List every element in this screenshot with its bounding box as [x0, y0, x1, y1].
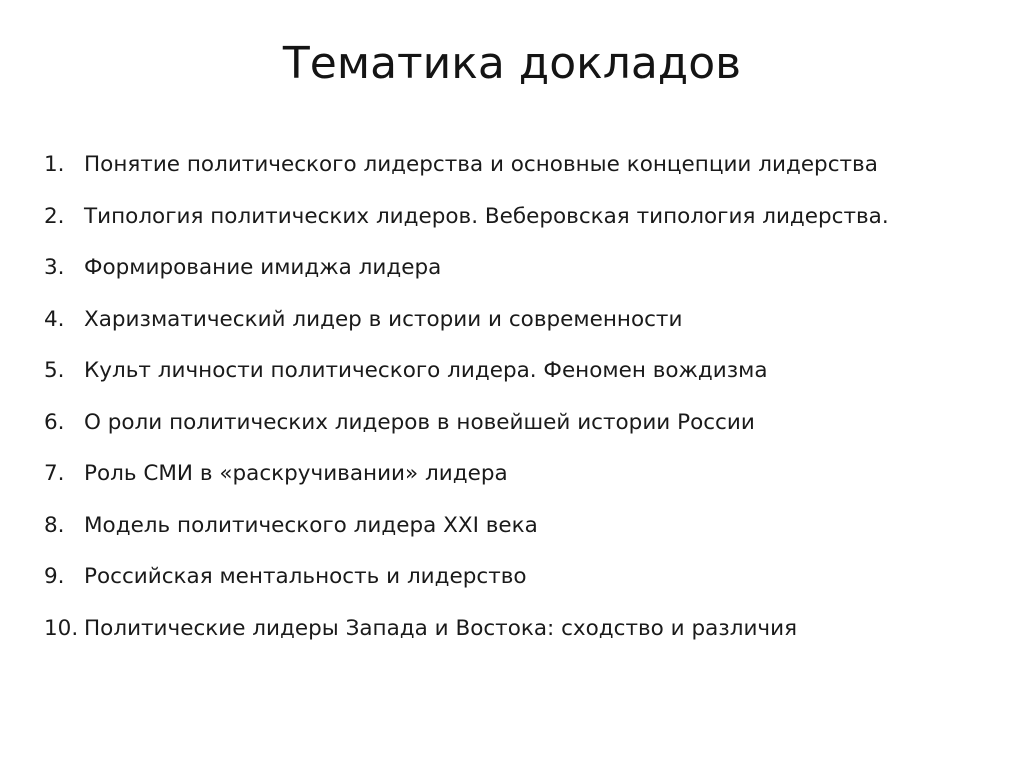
item-number: 5. [44, 358, 65, 383]
list-item-7 [44, 452, 984, 504]
item-text: Культ личности политического лидера. Феномен вождизма [84, 358, 768, 383]
item-number: 8. [44, 512, 65, 538]
item-text: О роли политических лидеров в новейшей истории России [84, 409, 755, 435]
item-text: Понятие политического лидерства и основные концепции лидерства [84, 152, 878, 177]
list-item-6 [44, 401, 984, 453]
list-item-2 [44, 195, 984, 247]
item-text: Роль СМИ в «раскручивании» лидера [84, 461, 508, 486]
item-text: Российская ментальность и лидерство [84, 564, 527, 589]
list-item-5 [44, 349, 984, 401]
item-number: 10. [44, 615, 79, 641]
list-item-8 [44, 504, 984, 556]
item-text: Харизматический лидер в истории и современности [84, 306, 683, 332]
slide-title: Тематика докладов [282, 38, 742, 89]
item-number: 6. [44, 409, 65, 435]
item-text: Политические лидеры Запада и Востока: сходство и различия [84, 615, 798, 641]
list-item-4 [44, 298, 984, 350]
item-text: Типология политических лидеров. Веберовская типология лидерства. [84, 203, 889, 229]
topic-list [44, 143, 984, 658]
item-number: 4. [44, 306, 65, 332]
item-number: 9. [44, 564, 65, 589]
list-item-9 [44, 555, 984, 607]
list-item-3 [44, 246, 984, 298]
item-number: 3. [44, 255, 65, 280]
item-number: 1. [44, 152, 65, 177]
list-item-10 [44, 607, 984, 659]
item-text: Формирование имиджа лидера [84, 255, 442, 280]
item-number: 2. [44, 203, 65, 229]
item-text: Модель политического лидера XXI века [84, 512, 538, 538]
list-item-1 [44, 143, 984, 195]
item-number: 7. [44, 461, 65, 486]
